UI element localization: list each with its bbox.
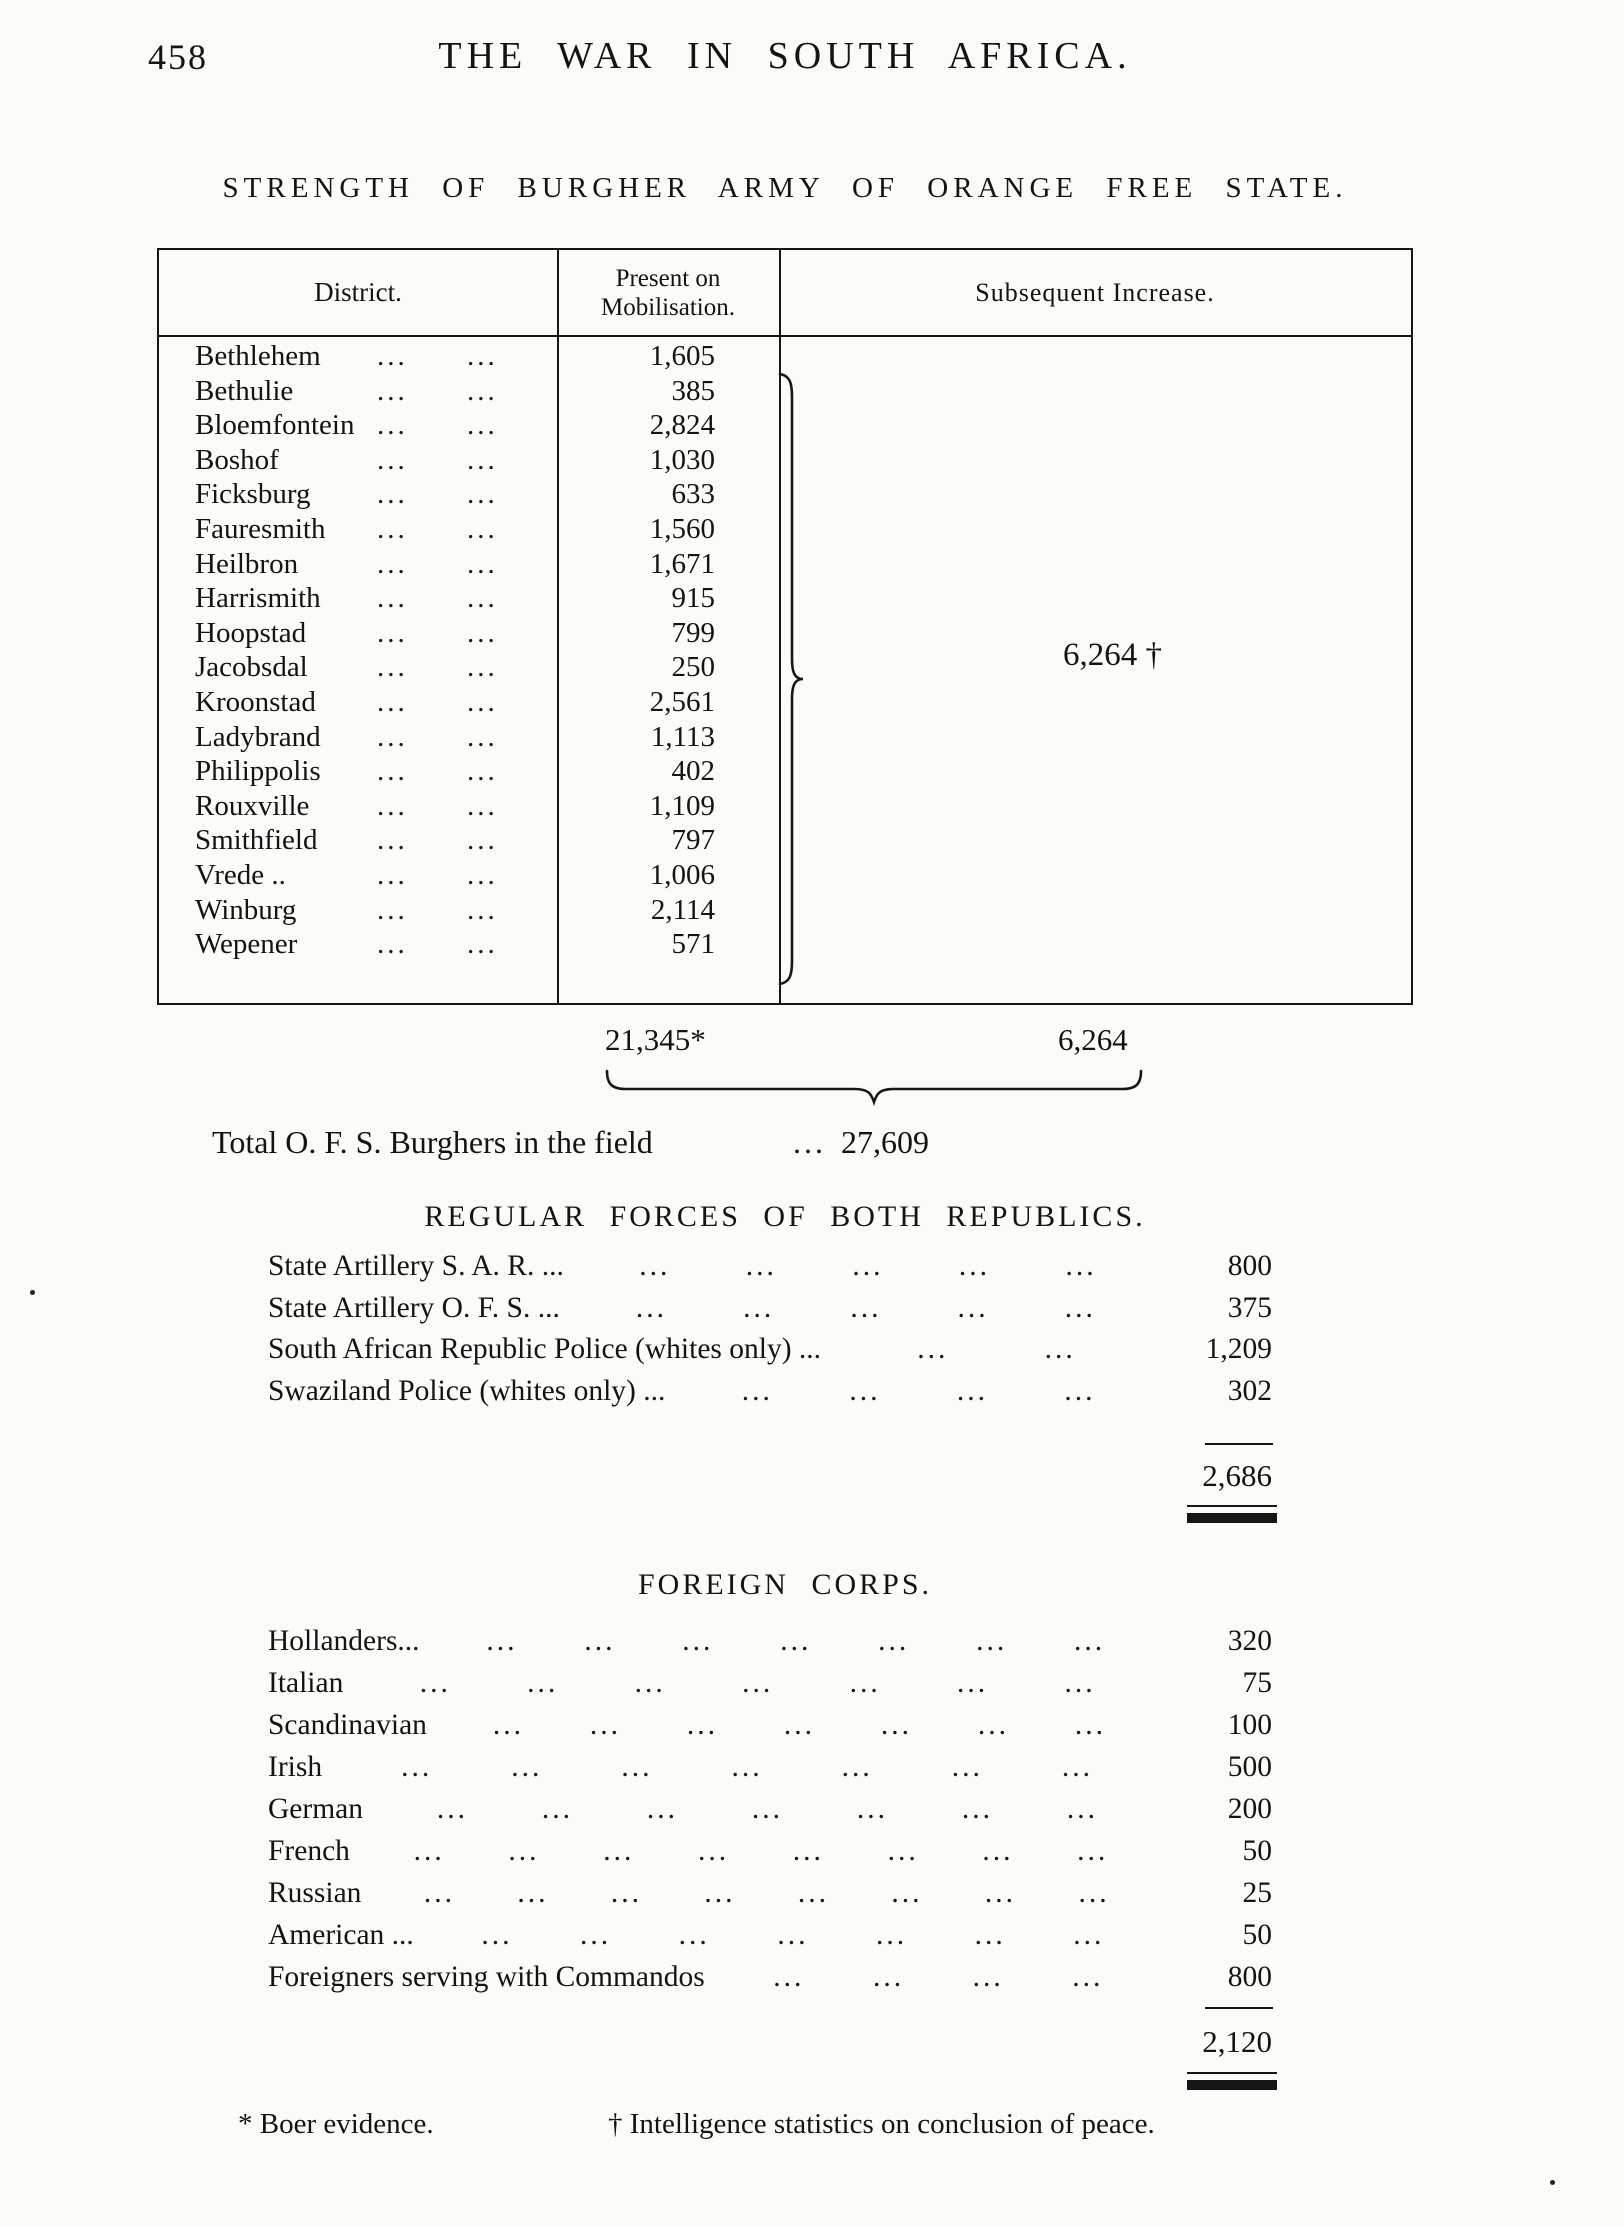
increase-total: 6,264 — [1058, 1022, 1128, 1057]
dot-leader: ... — [376, 720, 408, 753]
dot-leaders — [414, 1914, 1172, 1956]
dot-leader: ... — [584, 1625, 616, 1657]
dot-leader: ... — [467, 858, 498, 891]
district-value: 633 — [671, 478, 715, 511]
dot-leader: ... — [1074, 1709, 1107, 1741]
dot-leader: ... — [527, 1667, 559, 1699]
dot-leader: ... — [1064, 1291, 1096, 1324]
district-value: 1,113 — [650, 720, 715, 753]
district-name: Philippolis — [195, 755, 321, 788]
district-name: Harrismith — [195, 582, 321, 615]
right-curly-brace — [777, 371, 807, 987]
district-value: 402 — [671, 755, 715, 788]
dot-leader: ... — [1061, 1751, 1093, 1783]
foreign-corps-list — [268, 1620, 1272, 1998]
double-rule-thick — [1187, 1513, 1277, 1523]
braced-increase-total: 6,264 † — [1063, 637, 1162, 673]
dot-leaders — [560, 1288, 1172, 1330]
item-value: 100 — [1227, 1709, 1272, 1741]
district-name: Jacobsdal — [195, 651, 308, 684]
item-label: American ... — [268, 1919, 414, 1951]
district-name: Hoopstad — [195, 616, 307, 649]
dot-leader: ... — [603, 1835, 635, 1867]
dot-leader: ... — [376, 616, 408, 649]
dot-leader: ... — [376, 409, 408, 442]
double-rule-thin — [1187, 2072, 1277, 2074]
dot-leader: ... — [792, 1835, 824, 1867]
item-value: 375 — [1227, 1291, 1272, 1324]
district-value: 1,605 — [649, 340, 715, 372]
grand-total-value: 27,609 — [841, 1124, 929, 1160]
dot-leader: ... — [682, 1625, 714, 1657]
dot-leader: ... — [639, 1250, 671, 1282]
district-name: Bethulie — [195, 374, 294, 407]
item-label: State Artillery S. A. R. ... — [268, 1250, 564, 1282]
dot-leader: ... — [731, 1751, 763, 1783]
dot-leader: ... — [376, 685, 408, 718]
item-label: Foreigners serving with Commandos — [268, 1961, 705, 1993]
dot-leader: ... — [878, 1625, 910, 1657]
dot-leader: ... — [887, 1835, 919, 1867]
dot-leader: ... — [401, 1751, 433, 1783]
district-name: Wepener — [195, 928, 298, 961]
dot-leader: ... — [467, 443, 498, 476]
list-item — [268, 1246, 1272, 1288]
page-number: 458 — [148, 37, 208, 77]
dot-leader: ... — [467, 340, 498, 372]
dot-leader: ... — [376, 512, 408, 545]
mobilisation-total: 21,345* — [605, 1022, 706, 1057]
dot-leader: ... — [423, 1877, 455, 1909]
district-name: Rouxville — [195, 789, 310, 822]
list-item — [268, 1872, 1272, 1914]
district-value: 1,560 — [649, 512, 715, 545]
dot-leader: ... — [1073, 1919, 1105, 1951]
district-value: 2,114 — [650, 893, 715, 926]
item-value: 320 — [1227, 1625, 1272, 1657]
district-name: Kroonstad — [195, 685, 316, 718]
dot-leader: ... — [376, 789, 408, 822]
sum-rule — [1205, 2007, 1273, 2009]
dot-leaders — [665, 1371, 1172, 1413]
column-header-mobilisation: Present on Mobilisation. — [600, 264, 736, 321]
list-item — [268, 1329, 1272, 1371]
list-item — [268, 1620, 1272, 1662]
dot-leader: ... — [797, 1877, 830, 1909]
district-name: Boshof — [195, 443, 279, 476]
dot-leader: ... — [467, 616, 498, 649]
dot-leader: ... — [376, 374, 408, 407]
table-row — [159, 339, 1411, 374]
dot-leader: ... — [376, 928, 408, 961]
district-value: 2,824 — [649, 409, 715, 442]
item-label: Swaziland Police (whites only) ... — [268, 1374, 666, 1407]
dot-leader: ... — [610, 1877, 642, 1909]
dot-leader: ... — [856, 1793, 889, 1825]
dot-leaders — [420, 1620, 1172, 1662]
dot-leaders — [564, 1246, 1172, 1288]
dot-leader: ... — [419, 1667, 451, 1699]
item-label: Russian — [268, 1877, 362, 1909]
dot-leader: ... — [376, 443, 408, 476]
dot-leader: ... — [467, 582, 498, 615]
dot-leader: ... — [517, 1877, 549, 1909]
column-header-district: District. — [314, 277, 402, 307]
dot-leaders — [363, 1788, 1172, 1830]
dot-leader: ... — [917, 1333, 949, 1365]
regular-forces-total: 2,686 — [1202, 1458, 1272, 1493]
item-value: 1,209 — [1205, 1333, 1272, 1365]
item-value: 800 — [1227, 1250, 1272, 1282]
regular-forces-title: REGULAR FORCES OF BOTH REPUBLICS. — [424, 1200, 1146, 1233]
district-name: Heilbron — [195, 547, 299, 580]
dot-leader: ... — [850, 1291, 882, 1324]
list-item — [268, 1746, 1272, 1788]
dot-leader: ... — [467, 512, 498, 545]
dot-leaders — [705, 1956, 1172, 1998]
regular-forces-list — [268, 1246, 1272, 1412]
district-value: 797 — [671, 824, 715, 857]
dot-leader: ... — [956, 1374, 988, 1407]
district-value: 385 — [671, 374, 715, 407]
dot-leader: ... — [1072, 1961, 1104, 1993]
item-value: 50 — [1242, 1835, 1272, 1867]
dot-leader: ... — [646, 1793, 679, 1825]
item-value: 500 — [1227, 1751, 1272, 1783]
dot-leader: ... — [849, 1374, 881, 1407]
item-value: 800 — [1227, 1961, 1272, 1993]
dot-leader: ... — [961, 1793, 994, 1825]
dot-leader: ... — [413, 1835, 445, 1867]
item-label: Italian — [268, 1667, 344, 1699]
item-label: Hollanders... — [268, 1625, 420, 1657]
dot-leader: ... — [1064, 1667, 1096, 1699]
dot-leader: ... — [467, 789, 498, 822]
dot-leader: ... — [977, 1709, 1010, 1741]
dot-leader: ... — [376, 651, 408, 684]
dot-leader: ... — [852, 1250, 884, 1282]
district-value: 915 — [671, 582, 715, 615]
foreign-corps-total: 2,120 — [1202, 2024, 1272, 2059]
dot-leader: ... — [635, 1291, 668, 1324]
dot-leader: ... — [376, 547, 408, 580]
dot-leader: ... — [376, 340, 408, 372]
dot-leaders — [322, 1746, 1172, 1788]
under-brace — [604, 1068, 1144, 1110]
district-value: 1,006 — [649, 858, 715, 891]
dot-leader: ... — [872, 1961, 905, 1993]
dot-leader: ... — [780, 1625, 812, 1657]
item-label: Irish — [268, 1751, 323, 1783]
item-value: 25 — [1242, 1877, 1272, 1909]
item-label: German — [268, 1793, 364, 1825]
footnote-asterisk: * Boer evidence. — [238, 2108, 434, 2140]
district-name: Smithfield — [195, 824, 318, 857]
district-value: 250 — [671, 651, 715, 684]
double-rule-thick — [1187, 2080, 1277, 2090]
dot-leader: ... — [841, 1751, 873, 1783]
dot-leader: ... — [891, 1877, 923, 1909]
dot-leader: ... — [1065, 1250, 1097, 1282]
district-name: Vrede .. — [195, 858, 286, 891]
list-item — [268, 1788, 1272, 1830]
dot-leader: ... — [436, 1793, 469, 1825]
item-value: 200 — [1227, 1793, 1272, 1825]
dot-leader: ... — [486, 1625, 518, 1657]
dot-leader: ... — [376, 478, 408, 511]
dot-leader: ... — [467, 755, 498, 788]
double-rule-thin — [1187, 1505, 1277, 1507]
dot-leader: ... — [492, 1709, 524, 1741]
district-name: Fauresmith — [195, 512, 326, 545]
district-value: 1,109 — [649, 789, 715, 822]
dot-leader: ... — [745, 1250, 777, 1282]
dot-leader: ... — [467, 824, 498, 857]
item-label: South African Republic Police (whites only) ... — [268, 1333, 822, 1365]
dot-leaders — [427, 1704, 1172, 1746]
scan-speck — [30, 1290, 35, 1295]
item-value: 302 — [1227, 1374, 1272, 1407]
foreign-corps-title: FOREIGN CORPS. — [637, 1568, 933, 1601]
dot-leaders — [821, 1329, 1172, 1371]
dot-leader: ... — [467, 374, 498, 407]
dot-leader: ... — [783, 1709, 815, 1741]
district-name: Ficksburg — [195, 478, 311, 511]
district-name: Bloemfontein — [195, 409, 355, 442]
dot-leader: ... — [1066, 1793, 1099, 1825]
list-item — [268, 1288, 1272, 1330]
item-label: Scandinavian — [268, 1709, 427, 1741]
dot-leader: ... — [376, 893, 408, 926]
dot-leader: ... — [376, 858, 408, 891]
dot-leader: ... — [634, 1667, 666, 1699]
dot-leader: ... — [686, 1709, 718, 1741]
list-item — [268, 1371, 1272, 1413]
dot-leader: ... — [376, 824, 408, 857]
dot-leader: ... — [742, 1667, 774, 1699]
list-item — [268, 1914, 1272, 1956]
dot-leader: ... — [849, 1667, 881, 1699]
column-header-increase: Subsequent Increase. — [975, 277, 1215, 307]
item-value: 75 — [1242, 1667, 1272, 1699]
dot-leader: ... — [751, 1793, 784, 1825]
dot-leader: ... — [972, 1961, 1004, 1993]
dot-leader: ... — [773, 1961, 805, 1993]
dot-leader: ... — [1077, 1835, 1109, 1867]
dot-leader: ... — [467, 478, 498, 511]
dot-leader: ... — [376, 582, 408, 615]
dot-leader: ... — [697, 1835, 730, 1867]
dot-leader: ... — [580, 1919, 612, 1951]
dot-leader: ... — [467, 651, 498, 684]
district-value: 1,671 — [649, 547, 715, 580]
grand-total-label: Total O. F. S. Burghers in the field — [212, 1124, 653, 1160]
dot-leader: ... — [621, 1751, 653, 1783]
footnote-dagger: † Intelligence statistics on conclusion of peace. — [608, 2108, 1155, 2140]
dot-leader: ... — [467, 547, 498, 580]
item-label: State Artillery O. F. S. ... — [268, 1291, 560, 1324]
list-item — [268, 1704, 1272, 1746]
dot-leader: ... — [875, 1919, 908, 1951]
dot-leader: ... — [467, 928, 498, 961]
dot-leader: ... — [777, 1919, 809, 1951]
district-value: 799 — [671, 616, 715, 649]
table-header — [159, 250, 1411, 337]
dot-leader: ... — [957, 1291, 989, 1324]
dot-leader: ... — [481, 1919, 513, 1951]
running-head: THE WAR IN SOUTH AFRICA. — [438, 35, 1132, 77]
dot-leaders — [361, 1872, 1172, 1914]
dot-leaders — [350, 1830, 1172, 1872]
district-name: Bethlehem — [195, 340, 321, 372]
scan-speck — [1550, 2180, 1555, 2185]
grand-total-leader: ... — [793, 1124, 826, 1160]
dot-leader: ... — [958, 1250, 991, 1282]
dot-leader: ... — [982, 1835, 1014, 1867]
list-item — [268, 1956, 1272, 1998]
dot-leader: ... — [704, 1877, 736, 1909]
dot-leader: ... — [1064, 1374, 1096, 1407]
dot-leader: ... — [1074, 1625, 1106, 1657]
dot-leader: ... — [984, 1877, 1017, 1909]
dot-leader: ... — [541, 1793, 574, 1825]
table-title: STRENGTH OF BURGHER ARMY OF ORANGE FREE STATE. — [222, 172, 1348, 204]
sum-rule — [1205, 1443, 1273, 1445]
district-value: 571 — [671, 928, 715, 961]
list-item — [268, 1830, 1272, 1872]
dot-leader: ... — [1078, 1877, 1110, 1909]
dot-leader: ... — [508, 1835, 540, 1867]
dot-leader: ... — [743, 1291, 775, 1324]
dot-leader: ... — [467, 893, 498, 926]
dot-leader: ... — [511, 1751, 543, 1783]
dot-leader: ... — [951, 1751, 983, 1783]
item-value: 50 — [1242, 1919, 1272, 1951]
dot-leader: ... — [880, 1709, 913, 1741]
district-name: Ladybrand — [195, 720, 321, 753]
dot-leader: ... — [467, 685, 498, 718]
dot-leader: ... — [741, 1374, 773, 1407]
dot-leader: ... — [957, 1667, 989, 1699]
dot-leader: ... — [376, 755, 408, 788]
district-name: Winburg — [195, 893, 297, 926]
item-label: French — [268, 1835, 350, 1867]
dot-leader: ... — [1044, 1333, 1076, 1365]
district-value: 1,030 — [649, 443, 715, 476]
dot-leader: ... — [467, 720, 498, 753]
dot-leader: ... — [976, 1625, 1008, 1657]
dot-leaders — [343, 1662, 1172, 1704]
dot-leader: ... — [589, 1709, 621, 1741]
dot-leader: ... — [678, 1919, 710, 1951]
dot-leader: ... — [974, 1919, 1006, 1951]
district-value: 2,561 — [649, 685, 715, 718]
dot-leader: ... — [467, 409, 498, 442]
list-item — [268, 1662, 1272, 1704]
